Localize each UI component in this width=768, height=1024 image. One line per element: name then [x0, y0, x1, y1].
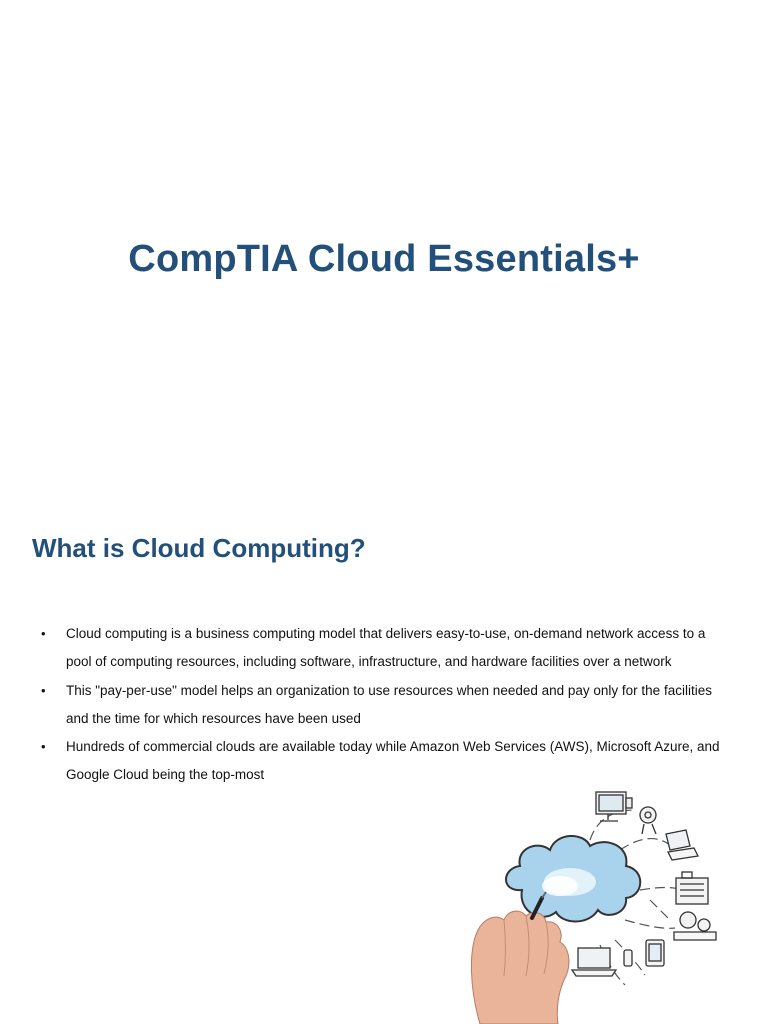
- mobile-phone-icon: [624, 950, 632, 966]
- bullet-text: Hundreds of commercial clouds are available today while Amazon Web Services (AWS), Microsoft Azure, and Google Cloud being the top-most: [66, 739, 720, 783]
- section-heading: What is Cloud Computing?: [32, 533, 366, 563]
- bullet-text: This "pay-per-use" model helps an organization to use resources when needed and pay only for the facilities and the time for which resources have been used: [66, 682, 712, 726]
- desktop-monitor-icon: [596, 792, 632, 821]
- bullet-list: [40, 620, 720, 790]
- server-icon: [676, 872, 708, 904]
- page-title: CompTIA Cloud Essentials+: [128, 238, 640, 280]
- webcam-icon: [640, 807, 656, 834]
- cloud-network-illustration-icon: [460, 780, 768, 1024]
- laptop-icon: [666, 830, 698, 860]
- bullet-text: Cloud computing is a business computing model that delivers easy-to-use, on-demand network access to a pool of computing resources, including software, infrastructure, and hardware facilities over a network: [66, 626, 706, 670]
- network-device-icon: [674, 912, 716, 940]
- list-item: [40, 620, 720, 677]
- bullet-icon: •: [41, 682, 46, 698]
- list-item: [40, 677, 720, 734]
- tablet-icon: [646, 940, 664, 966]
- bullet-icon: •: [41, 739, 46, 755]
- bullet-icon: •: [41, 626, 46, 641]
- bottom-laptop-icon: [572, 948, 616, 976]
- cloud-icon: [506, 836, 640, 922]
